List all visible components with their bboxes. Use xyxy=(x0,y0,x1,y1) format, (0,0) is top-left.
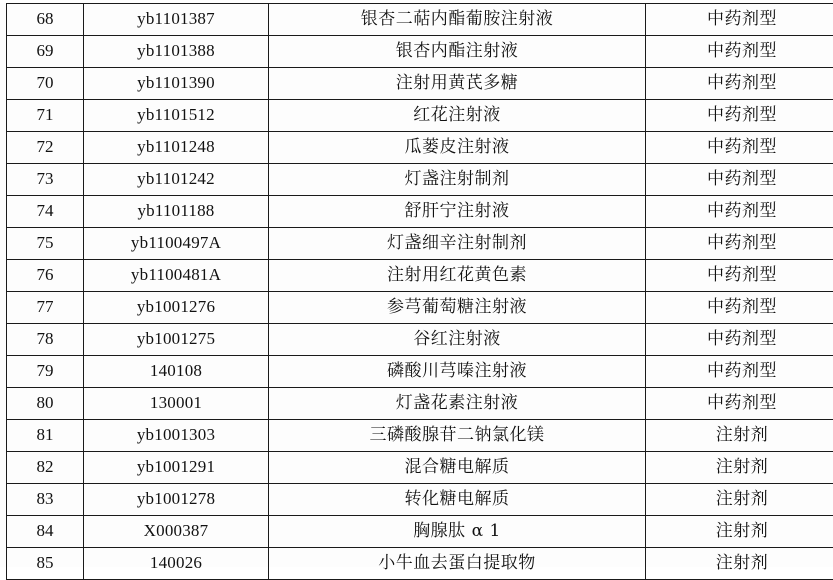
table-row xyxy=(7,516,833,548)
table-row xyxy=(7,452,833,484)
row-index: 73 xyxy=(7,164,84,196)
row-type: 中药剂型 xyxy=(646,356,833,388)
row-type: 注射剂 xyxy=(646,516,833,548)
row-name: 灯盏花素注射液 xyxy=(269,388,646,420)
row-index: 79 xyxy=(7,356,84,388)
row-code: 140026 xyxy=(84,548,269,580)
row-name: 谷红注射液 xyxy=(269,324,646,356)
table-row xyxy=(7,484,833,516)
row-index: 80 xyxy=(7,388,84,420)
row-index: 75 xyxy=(7,228,84,260)
row-code: 140108 xyxy=(84,356,269,388)
row-index: 77 xyxy=(7,292,84,324)
row-type: 中药剂型 xyxy=(646,36,833,68)
row-index: 68 xyxy=(7,4,84,36)
row-type: 中药剂型 xyxy=(646,164,833,196)
row-name: 参芎葡萄糖注射液 xyxy=(269,292,646,324)
table-row xyxy=(7,356,833,388)
row-index: 74 xyxy=(7,196,84,228)
row-type: 中药剂型 xyxy=(646,196,833,228)
table-row xyxy=(7,260,833,292)
row-code: yb1101248 xyxy=(84,132,269,164)
row-code: yb1001278 xyxy=(84,484,269,516)
table-row xyxy=(7,164,833,196)
row-type: 中药剂型 xyxy=(646,4,833,36)
row-type: 注射剂 xyxy=(646,548,833,580)
row-name: 注射用黄芪多糖 xyxy=(269,68,646,100)
row-type: 中药剂型 xyxy=(646,100,833,132)
row-code: yb1101388 xyxy=(84,36,269,68)
row-type: 注射剂 xyxy=(646,452,833,484)
row-code: yb1101512 xyxy=(84,100,269,132)
row-code: yb1001276 xyxy=(84,292,269,324)
row-index: 69 xyxy=(7,36,84,68)
row-type: 中药剂型 xyxy=(646,292,833,324)
row-index: 83 xyxy=(7,484,84,516)
row-name: 银杏二萜内酯葡胺注射液 xyxy=(269,4,646,36)
row-name: 胸腺肽 α 1 xyxy=(269,516,646,548)
table-body xyxy=(7,4,833,580)
row-index: 81 xyxy=(7,420,84,452)
table-row xyxy=(7,68,833,100)
row-name: 舒肝宁注射液 xyxy=(269,196,646,228)
row-code: yb1101242 xyxy=(84,164,269,196)
row-code: yb1101387 xyxy=(84,4,269,36)
row-name: 混合糖电解质 xyxy=(269,452,646,484)
row-type: 中药剂型 xyxy=(646,324,833,356)
table-row xyxy=(7,228,833,260)
table-row xyxy=(7,324,833,356)
row-name: 小牛血去蛋白提取物 xyxy=(269,548,646,580)
row-type: 中药剂型 xyxy=(646,228,833,260)
row-code: yb1100497A xyxy=(84,228,269,260)
row-name: 灯盏注射制剂 xyxy=(269,164,646,196)
table-row xyxy=(7,196,833,228)
row-type: 注射剂 xyxy=(646,484,833,516)
row-name: 瓜蒌皮注射液 xyxy=(269,132,646,164)
row-index: 76 xyxy=(7,260,84,292)
document-page xyxy=(0,3,833,567)
row-code: yb1001291 xyxy=(84,452,269,484)
table-row xyxy=(7,36,833,68)
row-code: yb1101188 xyxy=(84,196,269,228)
row-code: yb1101390 xyxy=(84,68,269,100)
row-name: 三磷酸腺苷二钠氯化镁 xyxy=(269,420,646,452)
table-row xyxy=(7,292,833,324)
row-code: 130001 xyxy=(84,388,269,420)
row-name: 磷酸川芎嗪注射液 xyxy=(269,356,646,388)
row-code: yb1001303 xyxy=(84,420,269,452)
row-type: 中药剂型 xyxy=(646,260,833,292)
row-name: 转化糖电解质 xyxy=(269,484,646,516)
row-index: 84 xyxy=(7,516,84,548)
row-type: 注射剂 xyxy=(646,420,833,452)
row-name: 红花注射液 xyxy=(269,100,646,132)
row-index: 71 xyxy=(7,100,84,132)
row-code: X000387 xyxy=(84,516,269,548)
row-type: 中药剂型 xyxy=(646,68,833,100)
row-index: 70 xyxy=(7,68,84,100)
table-row xyxy=(7,100,833,132)
row-index: 78 xyxy=(7,324,84,356)
row-code: yb1100481A xyxy=(84,260,269,292)
row-name: 银杏内酯注射液 xyxy=(269,36,646,68)
row-index: 82 xyxy=(7,452,84,484)
row-index: 85 xyxy=(7,548,84,580)
row-type: 中药剂型 xyxy=(646,132,833,164)
row-name: 灯盏细辛注射制剂 xyxy=(269,228,646,260)
table-row xyxy=(7,420,833,452)
row-index: 72 xyxy=(7,132,84,164)
table-row xyxy=(7,388,833,420)
row-code: yb1001275 xyxy=(84,324,269,356)
table-row xyxy=(7,4,833,36)
row-type: 中药剂型 xyxy=(646,388,833,420)
table-row xyxy=(7,132,833,164)
row-name: 注射用红花黄色素 xyxy=(269,260,646,292)
drug-list-table xyxy=(6,3,833,580)
